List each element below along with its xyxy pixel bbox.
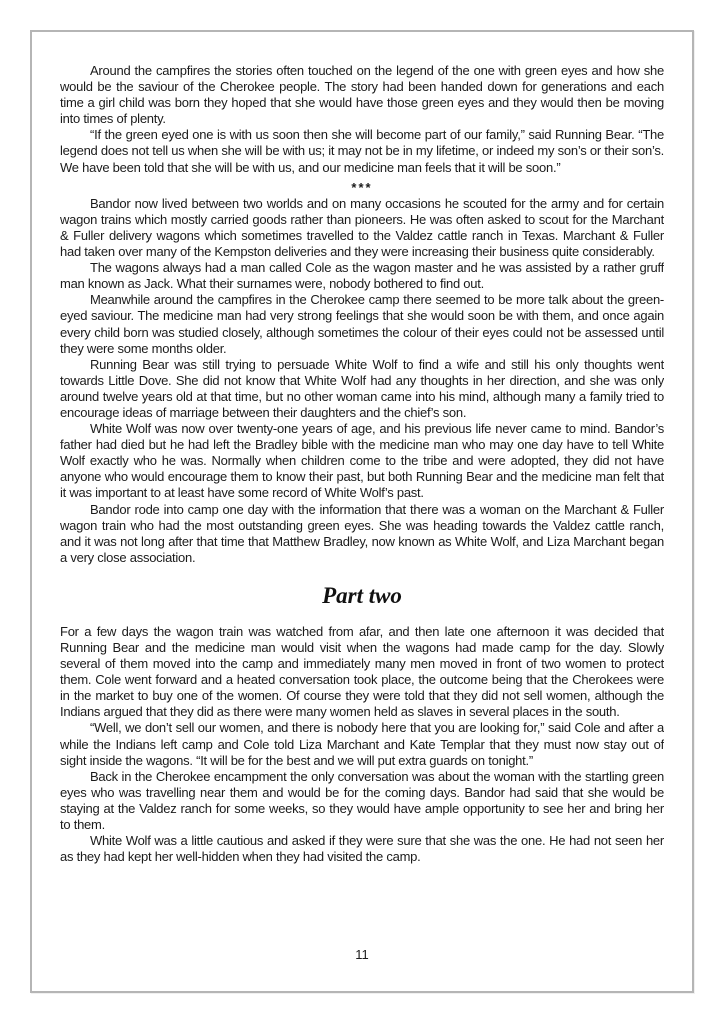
page-border-frame [30, 30, 694, 993]
paragraph: Meanwhile around the campfires in the Cherokee camp there seemed to be more talk about the green-eyed saviour. The medicine man had very strong feelings that she would soon be with them, and once again every child born was studied closely, although sometimes the colour of their eyes could not be assessed until they were some months older. [60, 292, 664, 356]
paragraph: Running Bear was still trying to persuade White Wolf to find a wife and still his only thoughts went towards Little Dove. She did not know that White Wolf had any thoughts in her direction, and she was only around twelve years old at that time, but no other woman came into his mind, although many a family tried to encourage ideas of marriage between their daughters and the chief’s son. [60, 356, 664, 420]
paragraph: Bandor now lived between two worlds and on many occasions he scouted for the army and for certain wagon trains which mostly carried goods rather than pioneers. He was often asked to scout for the Marchant & Fuller delivery wagons which sometimes travelled to the Valdez cattle ranch in Texas. Marchant & Fuller had taken over many of the Kempston deliveries and they were increasing their business quite considerably. [60, 195, 664, 260]
paragraph: Around the campfires the stories often touched on the legend of the one with green eyes and how she would be the saviour of the Cherokee people. The story had been handed down for generations and each time a girl child was born they hoped that she would have those green eyes and they would then be moving into times of plenty. [60, 63, 664, 127]
paragraph: Back in the Cherokee encampment the only conversation was about the woman with the startling green eyes who was travelling near them and would be for the coming days. Bandor had said that she would be staying at the Valdez ranch for some weeks, so they would have ample opportunity to see her and bring her to them. [60, 768, 664, 833]
paragraph: “If the green eyed one is with us soon then she will become part of our family,” said Running Bear. “The legend does not tell us when she will be with us; it may not be in my lifetime, or indeed my son’s or their son’s. We have been told that she will be with us, and our medicine man feels that it will be soon.” [60, 127, 664, 175]
paragraph: Bandor rode into camp one day with the information that there was a woman on the Marchant & Fuller wagon train who had the most outstanding green eyes. She was heading towards the Valdez cattle ranch, and it was not long after that time that Matthew Bradley, now known as White Wolf, and Liza Marchant began a very close association. [60, 501, 664, 565]
section-separator: *** [351, 179, 373, 195]
paragraph: For a few days the wagon train was watched from afar, and then late one afternoon it was decided that Running Bear and the medicine man would visit when the wagons had made camp for the day. Slowly several of them moved into the camp and immediately many men moved in front of two women to protect them. Cole went forward and a heated conversation took place, the outcome being that the Cherokees were in the market to buy one of the women. Of course they were told that they did not sell women, although the Indians argued that they did as there were many women held as slaves in several places in the south. [60, 623, 664, 720]
page-content [60, 63, 664, 931]
paragraph: White Wolf was a little cautious and asked if they were sure that she was the one. He had not seen her as they had kept her well-hidden when they had visited the camp. [60, 833, 664, 865]
paragraph: The wagons always had a man called Cole as the wagon master and he was assisted by a rather gruff man known as Jack. What their surnames were, nobody bothered to find out. [60, 260, 664, 292]
part-heading: Part two [322, 582, 402, 608]
paragraph: White Wolf was now over twenty-one years of age, and his previous life never came to mind. Bandor’s father had died but he had left the Bradley bible with the medicine man who may one day have to tell White Wolf exactly who he was. Normally when children come to the tribe and were adopted, they did not have anyone who would encourage them to know their past, but both Running Bear and the medicine man felt that it was important to at least have some record of White Wolf’s past. [60, 421, 664, 501]
paragraph: “Well, we don’t sell our women, and there is nobody here that you are looking for,” said Cole and after a while the Indians left camp and Cole told Liza Marchant and Kate Templar that they must now stay out of sight inside the wagons. “It will be for the best and we will put extra guards on tonight.” [60, 720, 664, 768]
page-number: 11 [355, 947, 369, 962]
